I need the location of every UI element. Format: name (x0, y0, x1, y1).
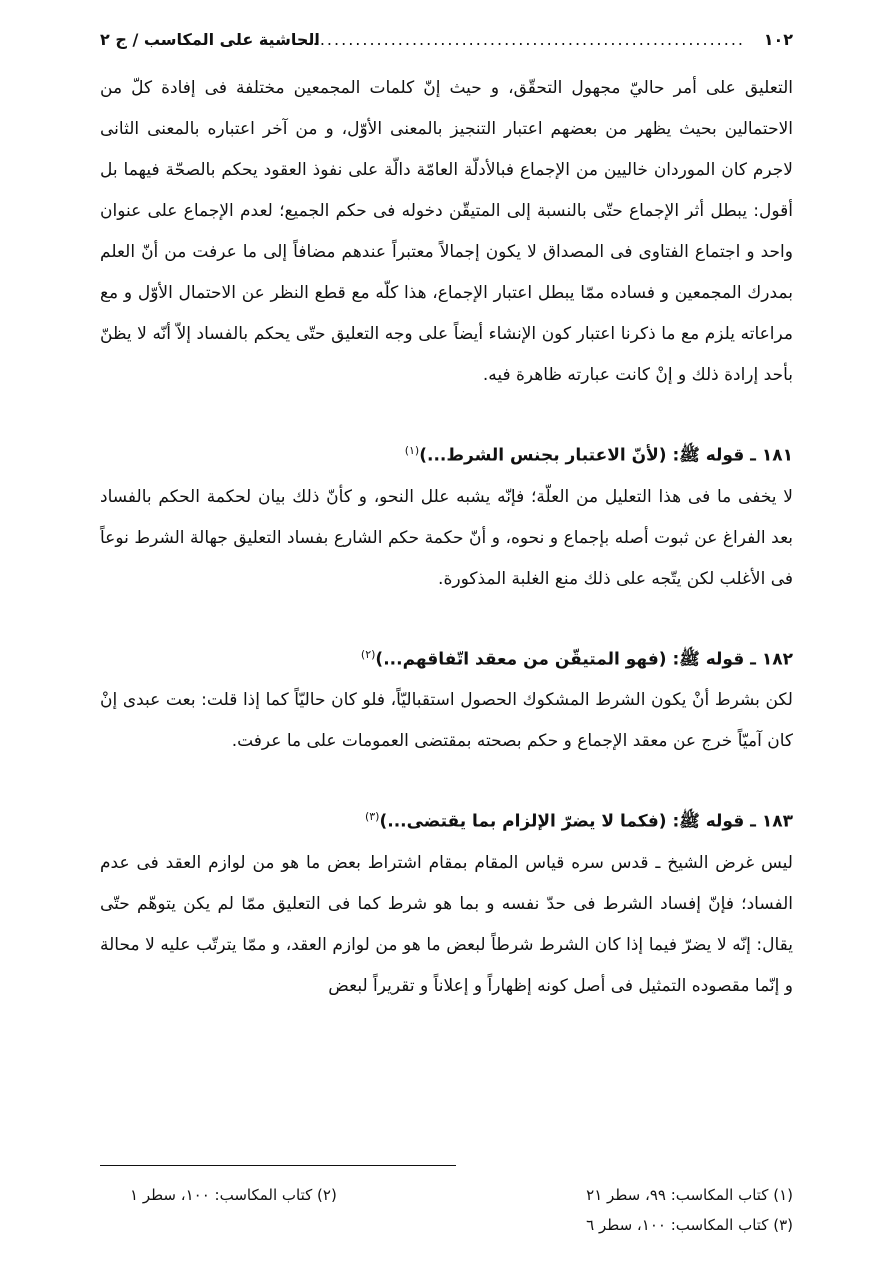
section-heading-182 (100, 634, 793, 681)
footnote-ref[interactable]: (١) (404, 444, 420, 457)
footnote-ref[interactable]: (٣) (364, 810, 380, 824)
header-leader-dots: ................................................................ (291, 30, 745, 49)
paragraph-182: لكن بشرط أنْ يكون الشرط المشكوك الحصول استقباليّاً، فلو كان حاليّاً كما إذا قلت: بعت عبدى إنْ كان آميّاً خرج عن معقد الإجماع و حكم بصحته بمقتضى العمومات على ما عرفت. (100, 690, 793, 752)
heading-text: ١٨١ ـ قوله ﷺ: (لأنّ الاعتبار بجنس الشرط...) (419, 445, 793, 466)
heading-text: ١٨٢ ـ قوله ﷺ: (فهو المتيقّن من معقد اتّفاقهم...) (375, 649, 793, 670)
paragraph-intro: التعليق على أمر حاليّ مجهول التحقّق، و حيث إنّ كلمات المجمعين مختلفة فى إفادة كلّ من الاحتمالين بحيث يظهر من بعضهم اعتبار التنجيز بالمعنى الأوّل، و من آخر اعتباره بالمعنى الثانى لاجرم كان الموردان خاليين من الإجماع فبالأدلّة العامّة دالّة على نفوذ العقود يحكم بالصحّة فيهما بل أقول: يبطل أثر الإجماع حتّى بالنسبة إلى المتيقّن دخوله فى حكم الجميع؛ لعدم الإجماع على عنوان واحد و اجتماع الفتاوى فى المصداق لا يكون إجمالاً معتبراً عندهم مضافاً إلى ما عرفت من أنّ العلم بمدرك المجمعين و فساده ممّا يبطل اعتبار الإجماع، هذا كلّه مع قطع النظر عن الاحتمال الأوّل و مع مراعاته يلزم مع ما ذكرنا اعتبار كون الإنشاء أيضاً على وجه التعليق حتّى يحكم بالفساد إلاّ أنّه لا يظنّ بأحد إرادة ذلك و إنْ كانت عبارته ظاهرة فيه. (100, 78, 793, 385)
page-body (100, 68, 793, 1007)
book-title: الحاشية على المكاسب / ج ٢ (100, 30, 320, 49)
heading-text: ١٨٣ ـ قوله ﷺ: (فكما لا يضرّ الإلزام بما يقتضى...) (379, 811, 793, 832)
paragraph-183: ليس غرض الشيخ ـ قدس سره قياس المقام بمقام اشتراط بعض ما هو من لوازم العقد فى عدم الفساد؛ فإنّ إفساد الشرط فى حدّ نفسه و بما هو شرط كما فى التعليق ممّا لم يكن يتوهّم حتّى يقال: إنّه لا يضرّ فيما إذا كان الشرط شرطاً لبعض ما هو من لوازم العقد، و ممّا يترتّب عليه لا محالة و إنّما مقصوده التمثيل فى أصل كونه إظهاراً و إعلاناً و تقريراً لبعض (100, 852, 793, 996)
running-header (100, 30, 793, 60)
paragraph-181: لا يخفى ما فى هذا التعليل من العلّة؛ فإنّه يشبه علل النحو، و كأنّ ذلك بيان لحكمة الحكم بالفساد بعد الفراغ عن ثبوت أصله بإجماع و نحوه، و أنّ حكمة حكم الشارع بفساد التعليق جهالة الشرط نوعاً فى الأغلب لكن يتّجه على ذلك منع الغلبة المذكورة. (100, 486, 793, 589)
footnote-divider (100, 1165, 456, 1166)
section-heading-183 (100, 796, 793, 843)
page-number: ١٠٢ (763, 30, 793, 49)
section-heading-181 (100, 430, 793, 477)
footnote-3: (٣) كتاب المكاسب: ١٠٠، سطر ٦ (586, 1216, 793, 1234)
footnote-2: (٢) كتاب المكاسب: ١٠٠، سطر ١ (130, 1186, 337, 1204)
footnote-ref[interactable]: (٢) (360, 647, 376, 661)
footnote-1: (١) كتاب المكاسب: ٩٩، سطر ٢١ (586, 1186, 793, 1204)
